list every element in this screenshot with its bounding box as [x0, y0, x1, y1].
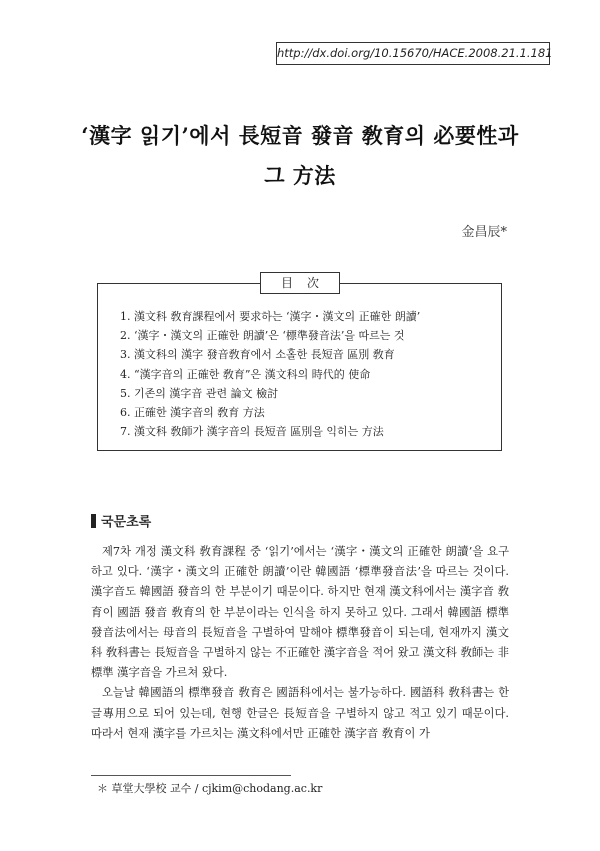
paper-title-line1: ‘漢字 읽기’에서 長短音 發音 敎育의 必要性과 [81, 123, 519, 148]
toc-item: 3. 漢文科의 漢字 發音敎育에서 소홀한 長短音 區別 敎育 [120, 348, 395, 362]
abstract-heading [91, 511, 151, 530]
abstract-paragraph: 제7차 개정 漢文科 敎育課程 중 ‘읽기’에서는 ‘漢字・漢文의 正確한 朗讀’을 요구하고 있다. ‘漢字・漢文의 正確한 朗讀’이란 韓國語 ‘標準發音法’을 따르는 것이다. 漢字音도 韓國語 發音의 한 부분이기 때문이다. 하지만 현재 漢文科에서는 漢字音 敎育이 國語 發音 敎育의 한 부분이라는 인식을 하지 못하고 있다. 그래서 韓國語 標準發音法에서는 母音의 長短音을 구별하여 말해야 標準發音이 되는데, 현재까지 漢文科 敎科書는 長短音을 구별하지 않는 不正確한 漢字音을 적어 왔고 漢文科 敎師는 非標準 漢字音을 가르쳐 왔다. [91, 545, 509, 680]
toc-item: 6. 正確한 漢字音의 敎育 方法 [120, 406, 265, 420]
toc-item: 7. 漢文科 敎師가 漢字音의 長短音 區別을 익히는 方法 [120, 425, 384, 439]
abstract-body [91, 542, 509, 744]
paper-title-line2: 그 方法 [264, 163, 336, 188]
author-name: 金昌辰* [461, 225, 507, 240]
toc-item: 1. 漢文科 敎育課程에서 要求하는 ‘漢字・漢文의 正確한 朗讀’ [120, 310, 421, 323]
section-marker-icon [91, 514, 96, 528]
toc-item: 4. “漢字音의 正確한 敎育”은 漢文科의 時代的 使命 [120, 367, 371, 381]
footnote-divider [91, 775, 291, 776]
toc-item: 2. ‘漢字・漢文의 正確한 朗讀’은 ‘標準發音法’을 따르는 것 [120, 329, 405, 343]
author-footnote: ＊ 草堂大學校 교수 / cjkim@chodang.ac.kr [97, 782, 323, 795]
toc-item: 5. 기존의 漢字音 관련 論文 檢討 [120, 386, 279, 400]
table-of-contents [97, 276, 502, 451]
doi-link[interactable]: http://dx.doi.org/10.15670/HACE.2008.21.1.181 [276, 42, 550, 65]
toc-list [120, 307, 420, 441]
abstract-paragraph: 오늘날 韓國語의 標準發音 敎育은 國語科에서는 불가능하다. 國語科 敎科書는 한글專用으로 되어 있는데, 현행 한글은 長短音을 구별하지 않고 적고 있기 때문이다. 따라서 현재 漢字를 가르치는 漢文科에서만 正確한 漢字音 敎育이 가 [91, 686, 509, 740]
abstract-heading-label: 국문초록 [101, 515, 152, 530]
toc-heading: 目次 [260, 272, 340, 294]
